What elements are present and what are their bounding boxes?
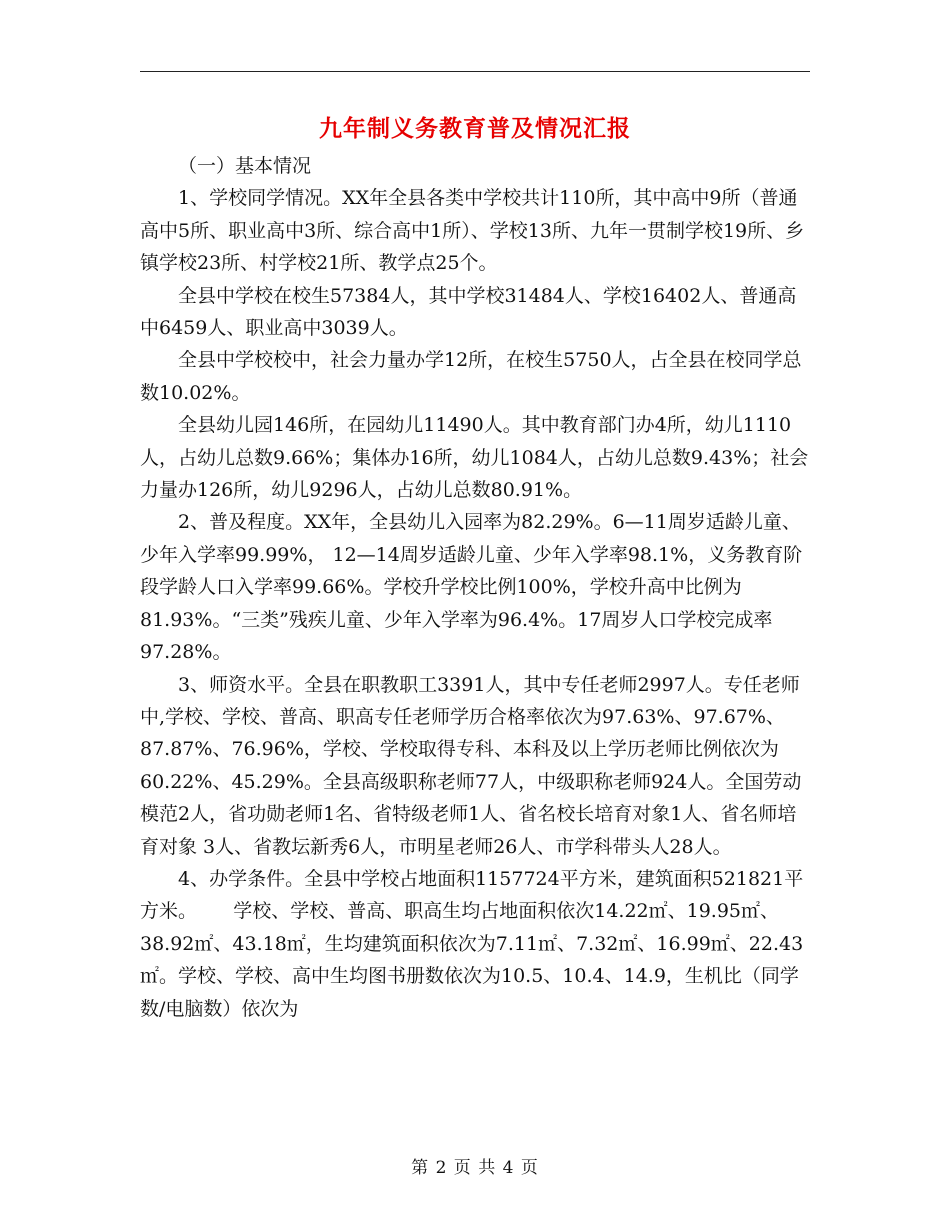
header-rule — [140, 71, 810, 72]
section-heading: （一）基本情况 — [178, 155, 312, 177]
paragraph: 1、学校同学情况。XX年全县各类中学校共计110所，其中高中9所（普通高中5所、职业高中3所、综合高中1所）、学校13所、九年一贯制学校19所、乡镇学校23所、村学校21所、教学点25个。 — [140, 187, 805, 275]
paragraph: 全县中学校校中，社会力量办学12所，在校生5750人，占全县在校同学总数10.02%。 — [140, 349, 802, 404]
paragraph: 全县中学校在校生57384人，其中学校31484人、学校16402人、普通高中6459人、职业高中3039人。 — [140, 284, 797, 340]
paragraph: 3、师资水平。全县在职教职工3391人，其中专任老师2997人。专任老师中,学校、学校、普高、职高专任老师学历合格率依次为97.63%、97.67%、87.87%、76.96%，学校、学校取得专科、本科及以上学历老师比例依次为60.22%、45.29%。全县高级职称老师77人，中级职称老师924人。全国劳动模范2人，省功勋老师1名、省特级老师1人、省名校长培育对象1人、省名师培育对象 3人、省教坛新秀6人，市明星老师26人、市学科带头人28人。 — [140, 673, 802, 858]
document-body — [140, 150, 812, 1025]
page-footer: 第 2 页 共 4 页 — [411, 1158, 539, 1178]
paragraph: 全县幼儿园146所，在园幼儿11490人。其中教育部门办4所，幼儿1110人，占幼儿总数9.66%；集体办16所，幼儿1084人，占幼儿总数9.43%；社会力量办126所，幼儿9296人，占幼儿总数80.91%。 — [140, 414, 809, 502]
document-title: 九年制义务教育普及情况汇报 — [319, 115, 631, 142]
paragraph: 2、普及程度。XX年，全县幼儿入园率为82.29%。6—11周岁适龄儿童、少年入学率99.99%， 12—14周岁适龄儿童、少年入学率98.1%，义务教育阶段学龄人口入学率99.66%。学校升学校比例100%，学校升高中比例为81.93%。“三类”残疾儿童、少年入学率为96.4%。17周岁人口学校完成率97.28%。 — [140, 511, 803, 664]
paragraph: 4、办学条件。全县中学校占地面积1157724平方米，建筑面积521821平方米。 学校、学校、普高、职高生均占地面积依次14.22㎡、19.95㎡、38.92㎡、43.18㎡，生均建筑面积依次为7.11㎡、7.32㎡、16.99㎡、22.43㎡。学校、学校、高中生均图书册数依次为10.5、10.4、14.9，生机比（同学数/电脑数）依次为 — [140, 867, 804, 1020]
